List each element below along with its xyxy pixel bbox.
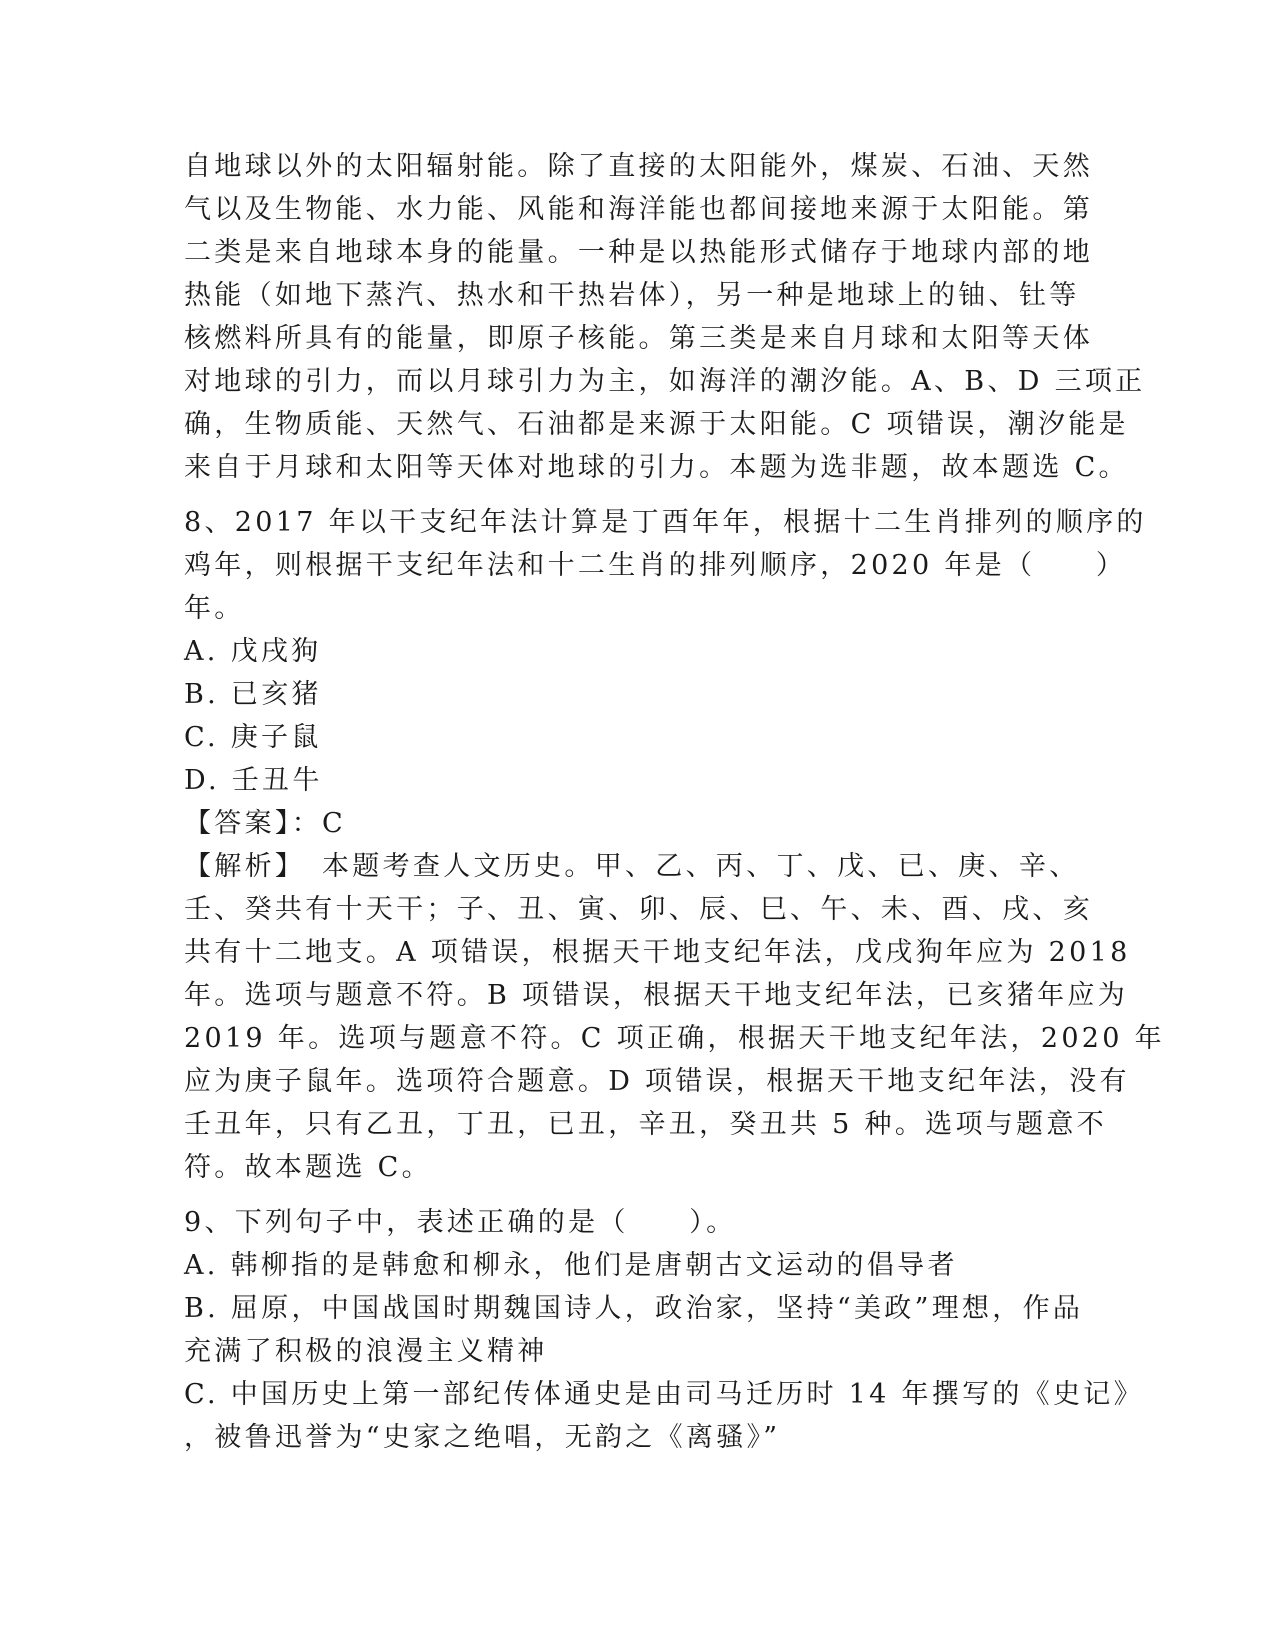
analysis-line: 共有十二地支。A 项错误，根据天干地支纪年法，戊戌狗年应为 2018 [184, 937, 1131, 968]
analysis-line: 2019 年。选项与题意不符。C 项正确，根据天干地支纪年法，2020 年 [184, 1023, 1165, 1054]
answer-line: 【答案】：C [184, 808, 346, 839]
analysis-line: 应为庚子鼠年。选项符合题意。D 项错误，根据天干地支纪年法，没有 [184, 1066, 1130, 1097]
option-c: C. 中国历史上第一部纪传体通史是由司马迁历时 14 年撰写的《史记》 [184, 1379, 1144, 1410]
question-8 [184, 501, 1165, 1189]
question-stem-line: 鸡年，则根据干支纪年法和十二生肖的排列顺序，2020 年是（ ） [184, 550, 1127, 581]
text-line: 对地球的引力，而以月球引力为主，如海洋的潮汐能。A、B、D 三项正 [184, 366, 1146, 397]
text-line: 来自于月球和太阳等天体对地球的引力。本题为选非题，故本题选 C。 [184, 452, 1129, 483]
document-page [184, 145, 1165, 1459]
option-b: B. 屈原，中国战国时期魏国诗人，政治家，坚持“美政”理想，作品 [184, 1293, 1084, 1324]
analysis-line: 年。选项与题意不符。B 项错误，根据天干地支纪年法，已亥猪年应为 [184, 980, 1129, 1011]
analysis-line: 符。故本题选 C。 [184, 1152, 432, 1183]
text-line: 二类是来自地球本身的能量。一种是以热能形式储存于地球内部的地 [184, 237, 1093, 268]
option-c-continued: ，被鲁迅誉为“史家之绝唱，无韵之《离骚》” [184, 1422, 781, 1453]
analysis-line: 壬、癸共有十天干；子、丑、寅、卯、辰、巳、午、未、酉、戌、亥 [184, 894, 1093, 925]
text-line: 热能（如地下蒸汽、热水和干热岩体），另一种是地球上的铀、钍等 [184, 280, 1080, 311]
option-b: B. 已亥猪 [184, 679, 322, 710]
analysis-line: 【解析】 本题考查人文历史。甲、乙、丙、丁、戊、已、庚、辛、 [184, 851, 1080, 882]
text-line: 自地球以外的太阳辐射能。除了直接的太阳能外，煤炭、石油、天然 [184, 151, 1093, 182]
option-a: A. 戊戌狗 [184, 636, 322, 667]
analysis-line: 壬丑年，只有乙丑，丁丑，已丑，辛丑，癸丑共 5 种。选项与题意不 [184, 1109, 1107, 1140]
option-c: C. 庚子鼠 [184, 722, 322, 753]
option-a: A. 韩柳指的是韩愈和柳永，他们是唐朝古文运动的倡导者 [184, 1250, 958, 1281]
option-d: D. 壬丑牛 [184, 765, 323, 796]
option-b-continued: 充满了积极的浪漫主义精神 [184, 1336, 548, 1367]
question-stem-line: 年。 [184, 593, 245, 624]
question-stem-line: 8、2017 年以干支纪年法计算是丁酉年年，根据十二生肖排列的顺序的 [184, 507, 1147, 538]
text-line: 确，生物质能、天然气、石油都是来源于太阳能。C 项错误，潮汐能是 [184, 409, 1129, 440]
question-9 [184, 1201, 1144, 1459]
text-line: 核燃料所具有的能量，即原子核能。第三类是来自月球和太阳等天体 [184, 323, 1093, 354]
previous-explanation [184, 145, 1146, 489]
question-stem-line: 9、下列句子中，表述正确的是（ ）。 [184, 1207, 737, 1238]
text-line: 气以及生物能、水力能、风能和海洋能也都间接地来源于太阳能。第 [184, 194, 1093, 225]
